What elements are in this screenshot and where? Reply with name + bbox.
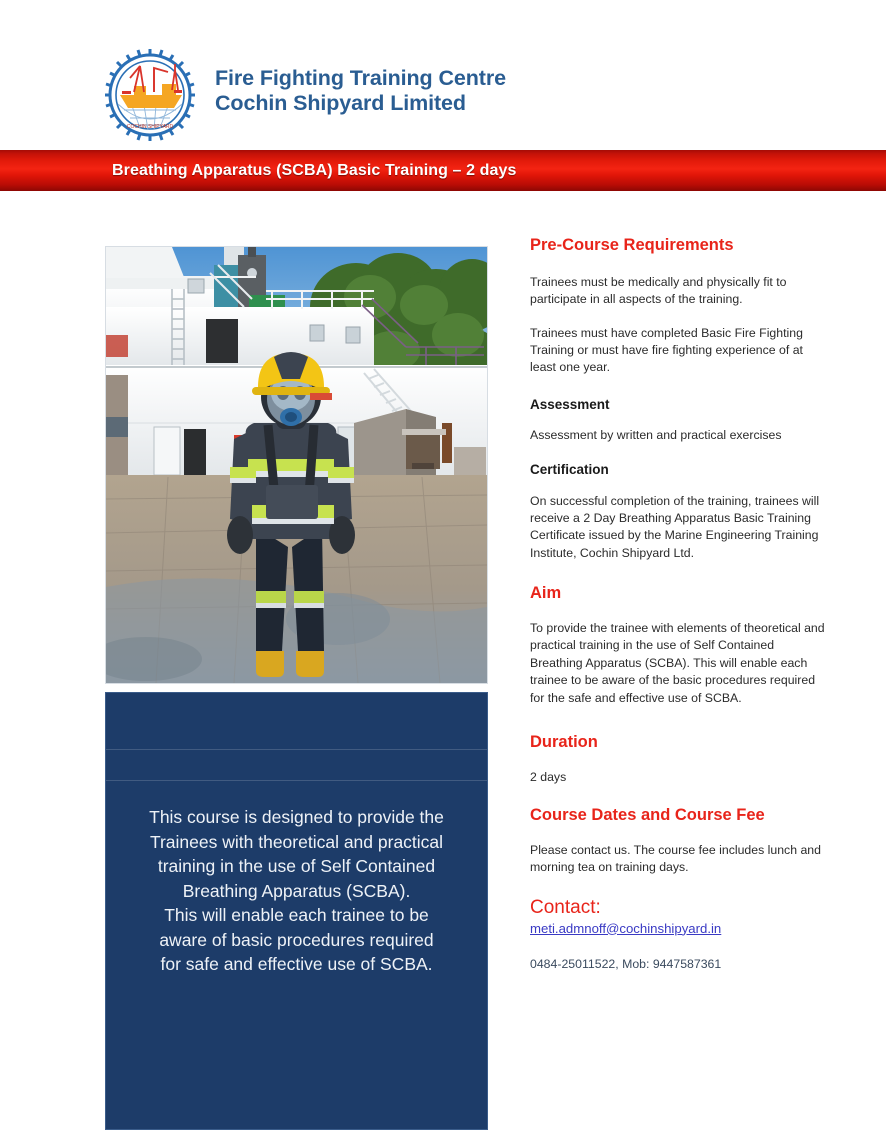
page-header — [0, 0, 886, 150]
course-summary-panel — [105, 692, 488, 1130]
pre-course-paragraph-2: Trainees must have completed Basic Fire Fighting Training or must have fire fighting experience of at least one year. — [530, 325, 803, 375]
assessment-heading: Assessment — [530, 396, 610, 412]
duration-heading: Duration — [530, 733, 598, 752]
course-title-text: Breathing Apparatus (SCBA) Basic Training – 2 days — [112, 161, 517, 179]
summary-line: Trainees with theoretical and practical — [149, 831, 444, 852]
summary-line: Breathing Apparatus (SCBA). — [182, 880, 411, 901]
panel-divider — [106, 780, 487, 781]
course-dates-and-fee-body: Please contact us. The course fee includes lunch and morning tea on training days. — [530, 843, 821, 875]
duration-body: 2 days — [530, 769, 567, 784]
course-details-column — [530, 236, 830, 973]
course-summary-text — [106, 805, 487, 977]
certification-body: On successful completion of the training, trainees will receive a 2 Day Breathing Apparatus Basic Training Certificate issued by the Marine Engineering Training Institute, Cochin Shipyard Ltd. — [530, 493, 820, 560]
aim-heading: Aim — [530, 584, 562, 603]
org-title-line-1: Fire Fighting Training Centre — [215, 66, 506, 90]
summary-line: aware of basic procedures required — [159, 929, 434, 950]
cochin-shipyard-logo-icon — [104, 48, 196, 142]
assessment-body: Assessment by written and practical exercises — [530, 428, 782, 443]
certification-heading: Certification — [530, 462, 609, 478]
course-title-banner — [0, 150, 886, 191]
svg-text:COCHIN SHIPYARD: COCHIN SHIPYARD — [126, 124, 174, 130]
pre-course-paragraph-1: Trainees must be medically and physically fit to participate in all aspects of the training. — [530, 274, 787, 307]
firefighter-scba-photo — [105, 246, 488, 684]
org-title-line-2: Cochin Shipyard Limited — [215, 90, 466, 115]
summary-line: This will enable each trainee to be — [164, 905, 429, 925]
panel-divider — [106, 749, 487, 750]
summary-line: for safe and effective use of SCBA. — [160, 954, 433, 974]
contact-email-link[interactable]: meti.admnoff@cochinshipyard.in — [530, 920, 722, 936]
aim-body: To provide the trainee with elements of theoretical and practical training in the use of Self Contained Breathing Apparatus (SCBA). This will enable each trainee to be aware of the basic procedures required for the safe and effective use of SCBA. — [530, 621, 825, 705]
organisation-title — [215, 66, 506, 116]
course-dates-and-fee-heading: Course Dates and Course Fee — [530, 806, 765, 825]
contact-heading: Contact: — [530, 896, 601, 918]
pre-course-requirements-heading: Pre-Course Requirements — [530, 236, 734, 254]
summary-line: training in the use of Self Contained — [157, 856, 436, 876]
summary-line: This course is designed to provide the — [149, 807, 444, 827]
contact-phone-text: 0484-25011522, Mob: 9447587361 — [530, 957, 722, 972]
